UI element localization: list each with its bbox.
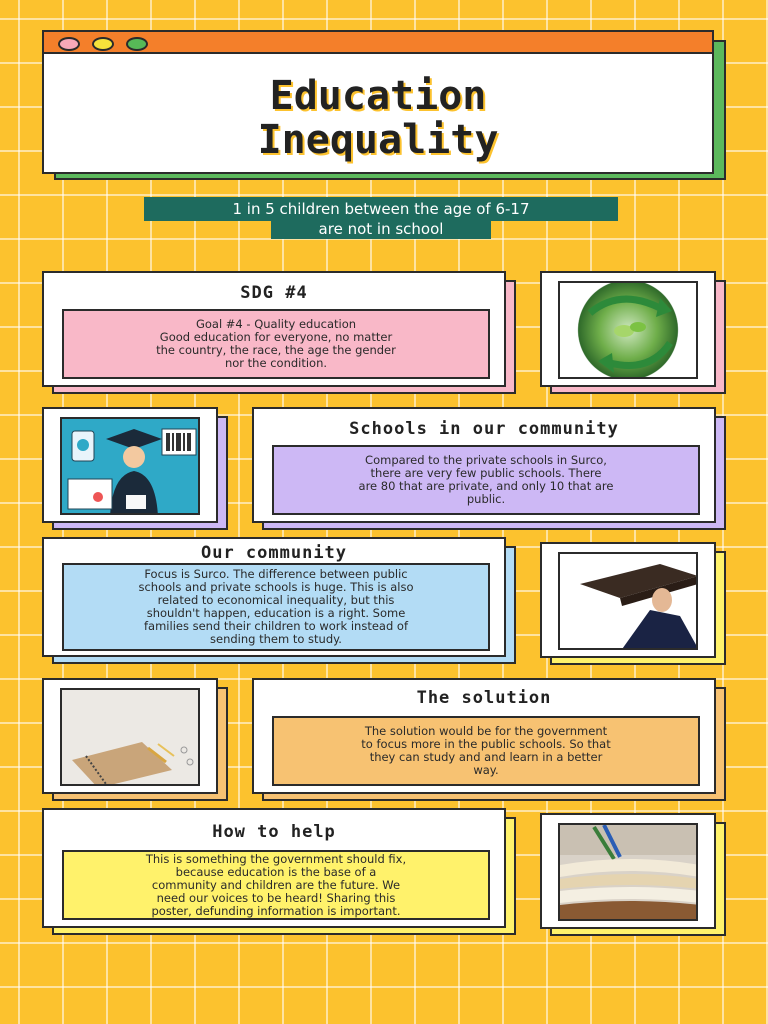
sdg-heading: SDG #4 bbox=[240, 283, 308, 303]
schools-line: are 80 that are private, and only 10 that are bbox=[358, 479, 614, 493]
stat-banner bbox=[144, 199, 618, 239]
schools-heading: Schools in our community bbox=[349, 419, 619, 439]
window-titlebar bbox=[44, 32, 712, 54]
notebook-card bbox=[42, 678, 218, 794]
help-line: This is something the government should fix, bbox=[145, 851, 407, 866]
sdg-card bbox=[42, 271, 506, 387]
solution-card bbox=[252, 678, 716, 794]
maximize-dot-icon[interactable] bbox=[126, 37, 148, 51]
sdg-line: Goal #4 - Quality education bbox=[195, 317, 357, 331]
community-line: shouldn't happen, education is a right. Some bbox=[146, 606, 406, 620]
schools-line: Compared to the private schools in Surco, bbox=[365, 453, 607, 467]
schools-line: there are very few public schools. There bbox=[370, 466, 602, 480]
solution-text-box bbox=[272, 716, 700, 786]
close-dot-icon[interactable] bbox=[58, 37, 80, 51]
schools-text-box bbox=[272, 445, 700, 515]
community-line: families send their children to work instead of bbox=[144, 619, 408, 633]
graduation-cap-image bbox=[558, 552, 698, 650]
schools-line: public. bbox=[466, 492, 506, 506]
title-line-2: Inequality bbox=[257, 117, 499, 163]
sdg-text-box bbox=[62, 309, 490, 379]
notebook-desk-image bbox=[60, 688, 200, 786]
stat-text-line-1: 1 in 5 children between the age of 6-17 bbox=[232, 200, 530, 218]
community-text-box bbox=[62, 563, 490, 651]
page-title bbox=[44, 74, 712, 162]
open-books-image bbox=[558, 823, 698, 921]
community-line: sending them to study. bbox=[210, 632, 342, 646]
sdg-line: Good education for everyone, no matter bbox=[159, 330, 393, 344]
community-line: Focus is Surco. The difference between public bbox=[144, 567, 408, 581]
solution-line: way. bbox=[473, 763, 499, 777]
help-line: need our voices to be heard! Sharing this bbox=[156, 890, 396, 905]
help-card bbox=[42, 808, 506, 928]
books-card bbox=[540, 813, 716, 929]
solution-line: to focus more in the public schools. So that bbox=[361, 737, 611, 751]
cap-card bbox=[540, 542, 716, 658]
solution-line: The solution would be for the government bbox=[364, 724, 608, 738]
sdg-line: nor the condition. bbox=[224, 356, 328, 370]
community-card bbox=[42, 537, 506, 657]
help-heading: How to help bbox=[212, 822, 336, 842]
community-line: related to economical inequality, but this bbox=[157, 593, 395, 607]
help-line: because education is the base of a bbox=[175, 864, 377, 879]
solution-line: they can study and and learn in a better bbox=[369, 750, 603, 764]
help-line: community and children are the future. We bbox=[151, 877, 401, 892]
recycle-globe-image bbox=[558, 281, 698, 379]
solution-heading: The solution bbox=[416, 688, 552, 708]
title-window bbox=[42, 30, 714, 174]
schools-card bbox=[252, 407, 716, 523]
title-line-1: Education bbox=[269, 73, 487, 119]
stat-text-line-2: are not in school bbox=[318, 220, 444, 238]
community-line: schools and private schools is huge. This is also bbox=[138, 580, 414, 594]
graduate-card bbox=[42, 407, 218, 523]
help-text-box bbox=[62, 850, 490, 920]
globe-card bbox=[540, 271, 716, 387]
help-line: poster, defunding information is important. bbox=[151, 903, 401, 918]
sdg-line: the country, the race, the age the gender bbox=[156, 343, 396, 357]
community-heading: Our community bbox=[200, 543, 348, 563]
minimize-dot-icon[interactable] bbox=[92, 37, 114, 51]
graduate-illustration bbox=[60, 417, 200, 515]
